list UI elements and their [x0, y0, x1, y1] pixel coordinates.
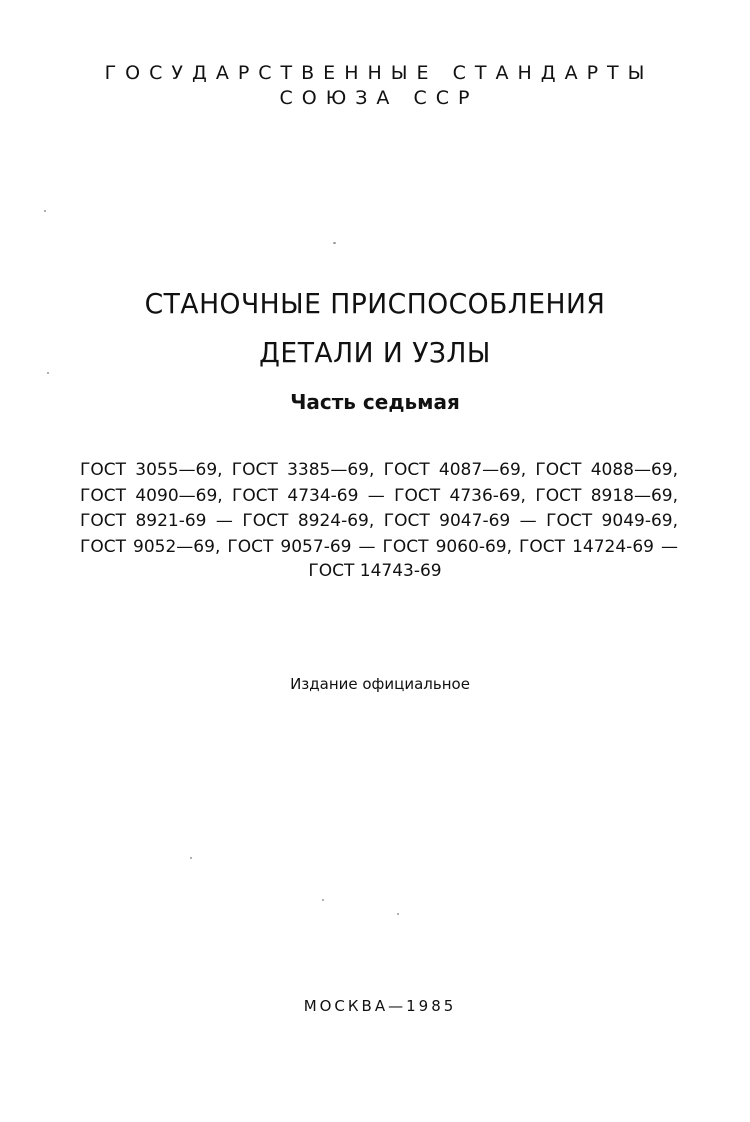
scan-speck: [47, 372, 49, 374]
document-title: СТАНОЧНЫЕ ПРИСПОСОБЛЕНИЯ: [144, 287, 606, 320]
standards-line: ГОСТ 4090—69, ГОСТ 4734-69 — ГОСТ 4736-69, ГОСТ 8918—69,: [80, 486, 678, 506]
part-label: Часть седьмая: [290, 390, 460, 414]
standards-line: ГОСТ 8921-69 — ГОСТ 8924-69, ГОСТ 9047-69 — ГОСТ 9049-69,: [80, 511, 678, 531]
scan-speck: [333, 242, 336, 244]
standards-line: ГОСТ 14743-69: [308, 561, 442, 581]
document-subtitle: ДЕТАЛИ И УЗЛЫ: [259, 336, 491, 369]
edition-note: Издание официальное: [290, 675, 470, 693]
header-ussr: СОЮЗА ССР: [279, 87, 479, 109]
standards-line: ГОСТ 9052—69, ГОСТ 9057-69 — ГОСТ 9060-69, ГОСТ 14724-69 —: [80, 537, 678, 557]
scan-speck: [44, 210, 46, 212]
header-state-standards: ГОСУДАРСТВЕННЫЕ СТАНДАРТЫ: [104, 62, 654, 84]
scan-speck: [190, 857, 192, 859]
scan-speck: [397, 913, 399, 915]
scan-speck: [322, 899, 324, 901]
standards-line: ГОСТ 3055—69, ГОСТ 3385—69, ГОСТ 4087—69, ГОСТ 4088—69,: [80, 460, 678, 480]
publisher-imprint: МОСКВА—1985: [303, 997, 457, 1015]
